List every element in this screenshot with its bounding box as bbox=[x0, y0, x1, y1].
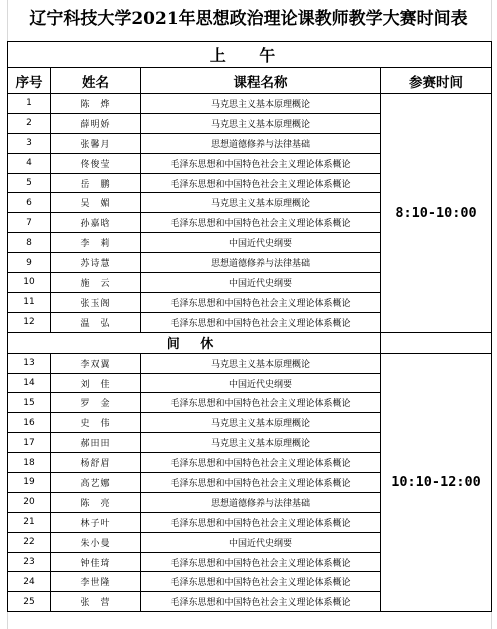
course-name: 毛泽东思想和中国特色社会主义理论体系概论 bbox=[141, 292, 381, 312]
participant-name: 史 伟 bbox=[51, 413, 141, 433]
row-number: 24 bbox=[8, 572, 51, 592]
course-name: 马克思主义基本原理概论 bbox=[141, 433, 381, 453]
row-number: 19 bbox=[8, 473, 51, 493]
row-number: 11 bbox=[8, 292, 51, 312]
participant-name: 张馨月 bbox=[51, 133, 141, 153]
course-name: 毛泽东思想和中国特色社会主义理论体系概论 bbox=[141, 572, 381, 592]
participant-name: 施 云 bbox=[51, 273, 141, 293]
header-row bbox=[8, 68, 492, 94]
session-time: 8:10-10:00 bbox=[381, 94, 492, 333]
course-name: 毛泽东思想和中国特色社会主义理论体系概论 bbox=[141, 552, 381, 572]
participant-name: 杨舒眉 bbox=[51, 453, 141, 473]
row-number: 13 bbox=[8, 353, 51, 373]
participant-name: 张玉阁 bbox=[51, 292, 141, 312]
page-title: 辽宁科技大学2021年思想政治理论课教师教学大赛时间表 bbox=[29, 9, 468, 29]
row-number: 21 bbox=[8, 512, 51, 532]
row-number: 16 bbox=[8, 413, 51, 433]
table-row bbox=[8, 94, 492, 114]
participant-name: 李 莉 bbox=[51, 233, 141, 253]
row-number: 4 bbox=[8, 153, 51, 173]
course-name: 中国近代史纲要 bbox=[141, 373, 381, 393]
row-number: 1 bbox=[8, 94, 51, 114]
participant-name: 岳 鹏 bbox=[51, 173, 141, 193]
break-blank-cell bbox=[381, 332, 492, 353]
course-name: 毛泽东思想和中国特色社会主义理论体系概论 bbox=[141, 393, 381, 413]
participant-name: 温 弘 bbox=[51, 312, 141, 332]
row-number: 18 bbox=[8, 453, 51, 473]
row-number: 8 bbox=[8, 233, 51, 253]
participant-name: 陈 烨 bbox=[51, 94, 141, 114]
course-name: 马克思主义基本原理概论 bbox=[141, 413, 381, 433]
row-number: 14 bbox=[8, 373, 51, 393]
schedule-table bbox=[7, 41, 492, 612]
participant-name: 苏诗慧 bbox=[51, 253, 141, 273]
participant-name: 陈 亮 bbox=[51, 492, 141, 512]
course-name: 思想道德修养与法律基础 bbox=[141, 492, 381, 512]
course-name: 马克思主义基本原理概论 bbox=[141, 113, 381, 133]
participant-name: 孙嘉晗 bbox=[51, 213, 141, 233]
participant-name: 罗 金 bbox=[51, 393, 141, 413]
participant-name: 吴 媚 bbox=[51, 193, 141, 213]
row-number: 15 bbox=[8, 393, 51, 413]
row-number: 5 bbox=[8, 173, 51, 193]
morning-label: 上 午 bbox=[8, 42, 492, 68]
row-number: 25 bbox=[8, 592, 51, 612]
course-name: 马克思主义基本原理概论 bbox=[141, 353, 381, 373]
row-number: 22 bbox=[8, 532, 51, 552]
header-no: 序号 bbox=[8, 68, 51, 94]
session-time: 10:10-12:00 bbox=[381, 353, 492, 612]
schedule-body bbox=[8, 42, 492, 612]
course-name: 毛泽东思想和中国特色社会主义理论体系概论 bbox=[141, 213, 381, 233]
course-name: 毛泽东思想和中国特色社会主义理论体系概论 bbox=[141, 592, 381, 612]
header-time: 参赛时间 bbox=[381, 68, 492, 94]
participant-name: 张 营 bbox=[51, 592, 141, 612]
header-course: 课程名称 bbox=[141, 68, 381, 94]
row-number: 6 bbox=[8, 193, 51, 213]
course-name: 毛泽东思想和中国特色社会主义理论体系概论 bbox=[141, 173, 381, 193]
course-name: 中国近代史纲要 bbox=[141, 273, 381, 293]
table-row bbox=[8, 353, 492, 373]
row-number: 23 bbox=[8, 552, 51, 572]
row-number: 17 bbox=[8, 433, 51, 453]
row-number: 12 bbox=[8, 312, 51, 332]
row-number: 9 bbox=[8, 253, 51, 273]
participant-name: 林子叶 bbox=[51, 512, 141, 532]
row-number: 7 bbox=[8, 213, 51, 233]
participant-name: 朱小曼 bbox=[51, 532, 141, 552]
course-name: 马克思主义基本原理概论 bbox=[141, 193, 381, 213]
participant-name: 高艺娜 bbox=[51, 473, 141, 493]
course-name: 中国近代史纲要 bbox=[141, 233, 381, 253]
header-name: 姓名 bbox=[51, 68, 141, 94]
section-row bbox=[8, 42, 492, 68]
course-name: 毛泽东思想和中国特色社会主义理论体系概论 bbox=[141, 473, 381, 493]
participant-name: 李双翼 bbox=[51, 353, 141, 373]
participant-name: 薛明娇 bbox=[51, 113, 141, 133]
course-name: 中国近代史纲要 bbox=[141, 532, 381, 552]
participant-name: 李世隆 bbox=[51, 572, 141, 592]
break-label: 间 休 bbox=[8, 332, 381, 353]
row-number: 3 bbox=[8, 133, 51, 153]
course-name: 毛泽东思想和中国特色社会主义理论体系概论 bbox=[141, 512, 381, 532]
course-name: 毛泽东思想和中国特色社会主义理论体系概论 bbox=[141, 453, 381, 473]
participant-name: 钟佳琦 bbox=[51, 552, 141, 572]
break-row bbox=[8, 332, 492, 353]
course-name: 毛泽东思想和中国特色社会主义理论体系概论 bbox=[141, 153, 381, 173]
participant-name: 郝田田 bbox=[51, 433, 141, 453]
course-name: 思想道德修养与法律基础 bbox=[141, 253, 381, 273]
row-number: 20 bbox=[8, 492, 51, 512]
participant-name: 佟俊莹 bbox=[51, 153, 141, 173]
course-name: 毛泽东思想和中国特色社会主义理论体系概论 bbox=[141, 312, 381, 332]
row-number: 10 bbox=[8, 273, 51, 293]
course-name: 马克思主义基本原理概论 bbox=[141, 94, 381, 114]
course-name: 思想道德修养与法律基础 bbox=[141, 133, 381, 153]
row-number: 2 bbox=[8, 113, 51, 133]
participant-name: 刘 佳 bbox=[51, 373, 141, 393]
